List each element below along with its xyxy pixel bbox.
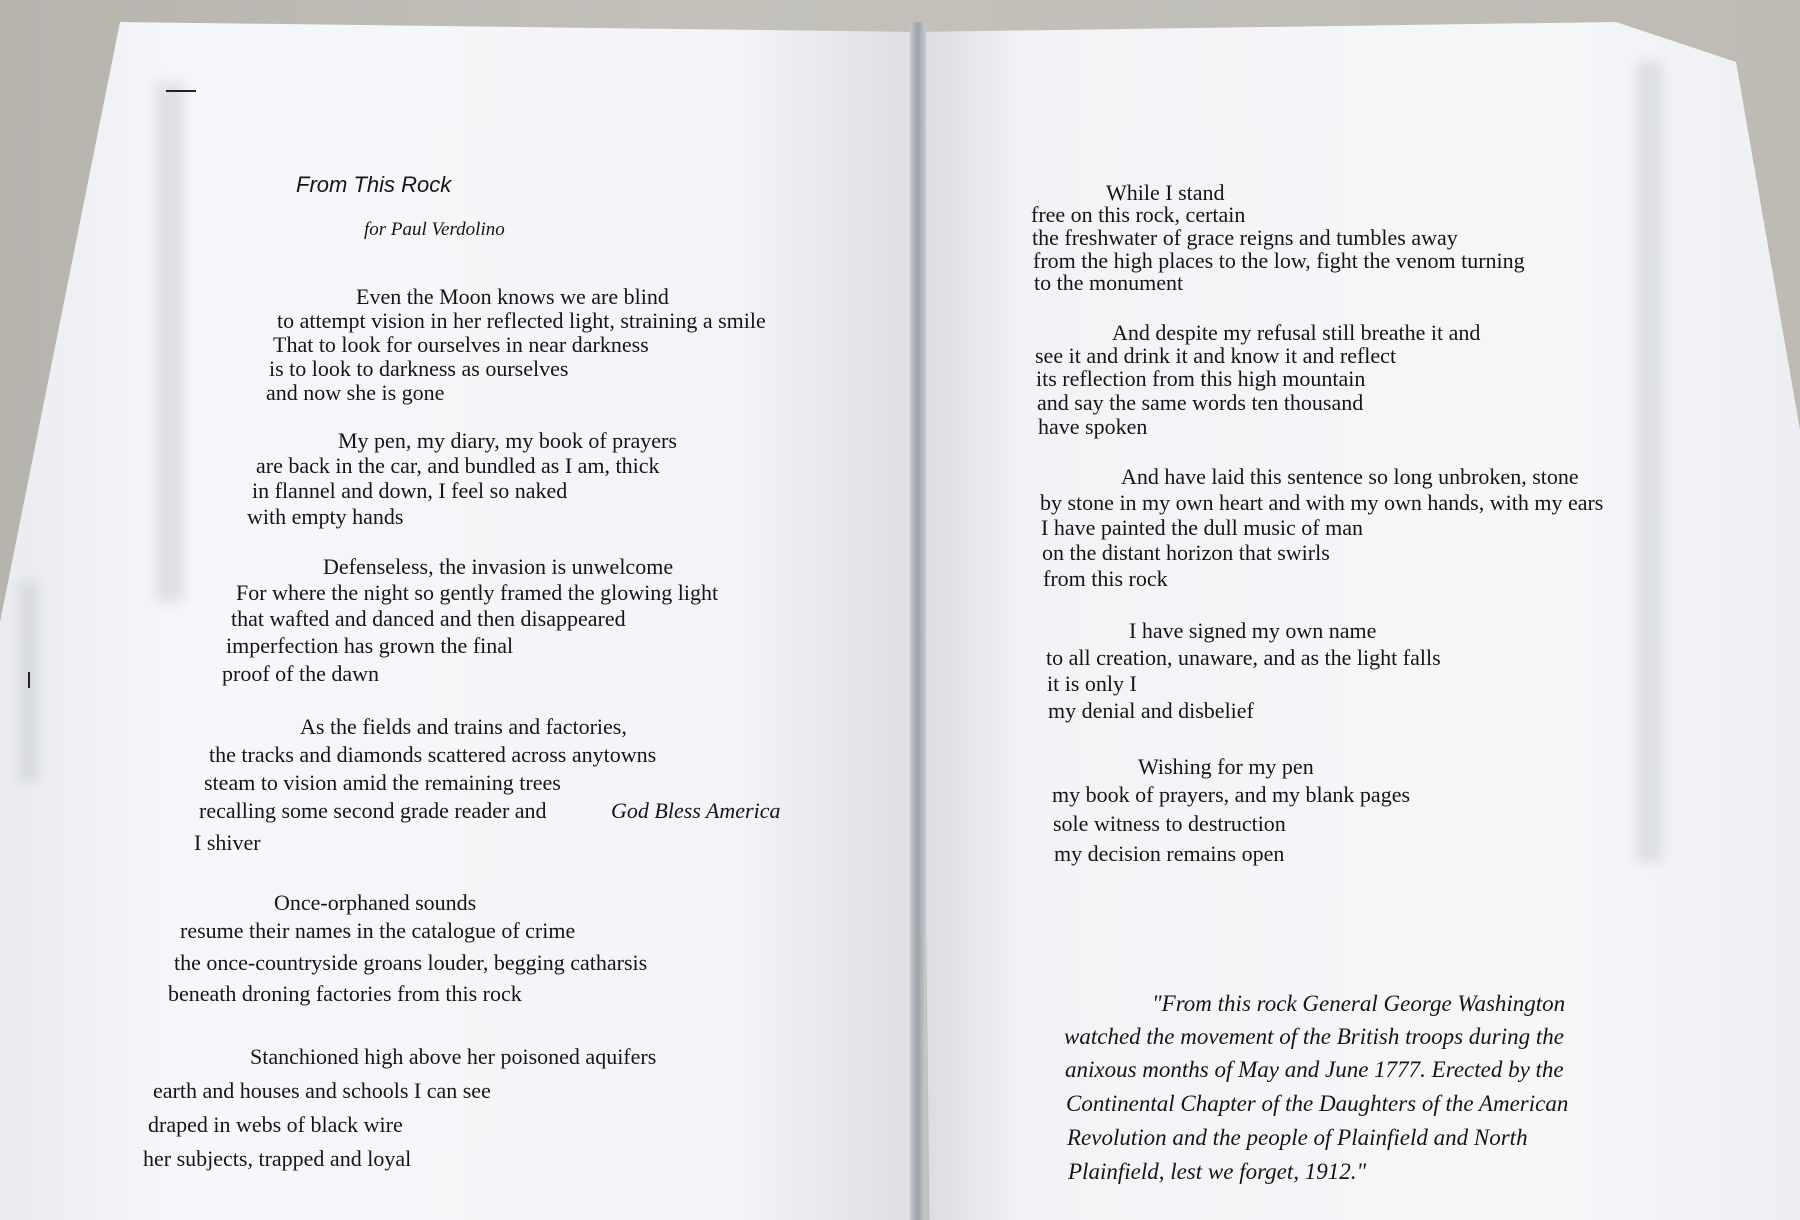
poem-line: by stone in my own heart and with my own hands, with my ears [1040,490,1604,515]
booklet-gutter [910,22,926,1220]
edge-mark [166,90,196,92]
poem-title: From This Rock [296,172,452,197]
poem-line: to all creation, unaware, and as the light falls [1046,645,1441,670]
poem-line: my denial and disbelief [1048,698,1254,723]
poem-line: the tracks and diamonds scattered across anytowns [209,742,657,767]
poem-line: Wishing for my pen [1138,754,1314,779]
plaque-quote-line: Plainfield, lest we forget, 1912." [1068,1159,1367,1184]
poem-line: And have laid this sentence so long unbroken, stone [1121,464,1579,489]
poem-line: from this rock [1043,566,1168,591]
poem-line: the freshwater of grace reigns and tumbles away [1032,225,1458,250]
print-smudge [1636,62,1662,862]
poem-line: free on this rock, certain [1031,202,1246,227]
poem-line: I shiver [194,830,261,855]
poem-line-italic: God Bless America [611,798,781,823]
poem-line: in flannel and down, I feel so naked [252,478,568,503]
poem-line: steam to vision amid the remaining trees [204,770,561,795]
poem-line: imperfection has grown the final [226,633,514,658]
poem-line: Even the Moon knows we are blind [356,284,669,309]
poem-line: that wafted and danced and then disappeared [231,606,626,631]
poem-line: While I stand [1106,180,1225,205]
print-smudge [155,82,185,602]
poem-line: is to look to darkness as ourselves [269,356,569,381]
poem-line: on the distant horizon that swirls [1042,540,1330,565]
poem-line: recalling some second grade reader and [199,798,547,823]
plaque-quote-line: "From this rock General George Washington [1152,991,1566,1016]
poem-line: sole witness to destruction [1053,811,1286,836]
poem-line: my decision remains open [1054,841,1285,866]
plaque-quote-line: anixous months of May and June 1777. Erected by the [1065,1057,1564,1082]
poem-line: with empty hands [247,504,404,529]
poem-line: For where the night so gently framed the glowing light [236,580,719,605]
poem-line: earth and houses and schools I can see [153,1078,491,1103]
poem-line: its reflection from this high mountain [1036,366,1366,391]
poem-line: beneath droning factories from this rock [168,981,522,1006]
poem-line: I have painted the dull music of man [1041,515,1363,540]
poem-line: resume their names in the catalogue of crime [180,918,576,943]
poem-line: to the monument [1034,270,1184,295]
poem-line: my book of prayers, and my blank pages [1052,782,1411,807]
plaque-quote-line: watched the movement of the British troops during the [1064,1024,1564,1049]
poem-line: proof of the dawn [222,661,380,686]
poem-line: I have signed my own name [1129,618,1377,643]
plaque-quote-line: Continental Chapter of the Daughters of the American [1066,1091,1569,1116]
poem-line: Once-orphaned sounds [274,890,477,915]
poem-line: her subjects, trapped and loyal [143,1146,412,1171]
poem-line: are back in the car, and bundled as I am, thick [256,453,660,478]
plaque-quote-line: Revolution and the people of Plainfield and North [1067,1125,1528,1150]
poem-line: That to look for ourselves in near darkness [273,332,649,357]
poem-line: see it and drink it and know it and reflect [1035,343,1397,368]
poem-line: to attempt vision in her reflected light, straining a smile [277,308,766,333]
poem-dedication: for Paul Verdolino [364,219,505,240]
poem-line: My pen, my diary, my book of prayers [338,428,677,453]
poem-line: draped in webs of black wire [148,1112,403,1137]
edge-mark [28,672,30,688]
poem-line: and say the same words ten thousand [1037,390,1364,415]
poem-line: the once-countryside groans louder, begging catharsis [174,950,648,975]
poem-line: As the fields and trains and factories, [300,714,627,739]
poem-line: it is only I [1047,671,1137,696]
poem-line: And despite my refusal still breathe it and [1112,320,1481,345]
poem-line: Stanchioned high above her poisoned aquifers [250,1044,657,1069]
poem-line: and now she is gone [266,380,445,405]
poem-line: have spoken [1038,414,1148,439]
poem-line: Defenseless, the invasion is unwelcome [323,554,674,579]
poem-line: from the high places to the low, fight the venom turning [1033,248,1525,273]
